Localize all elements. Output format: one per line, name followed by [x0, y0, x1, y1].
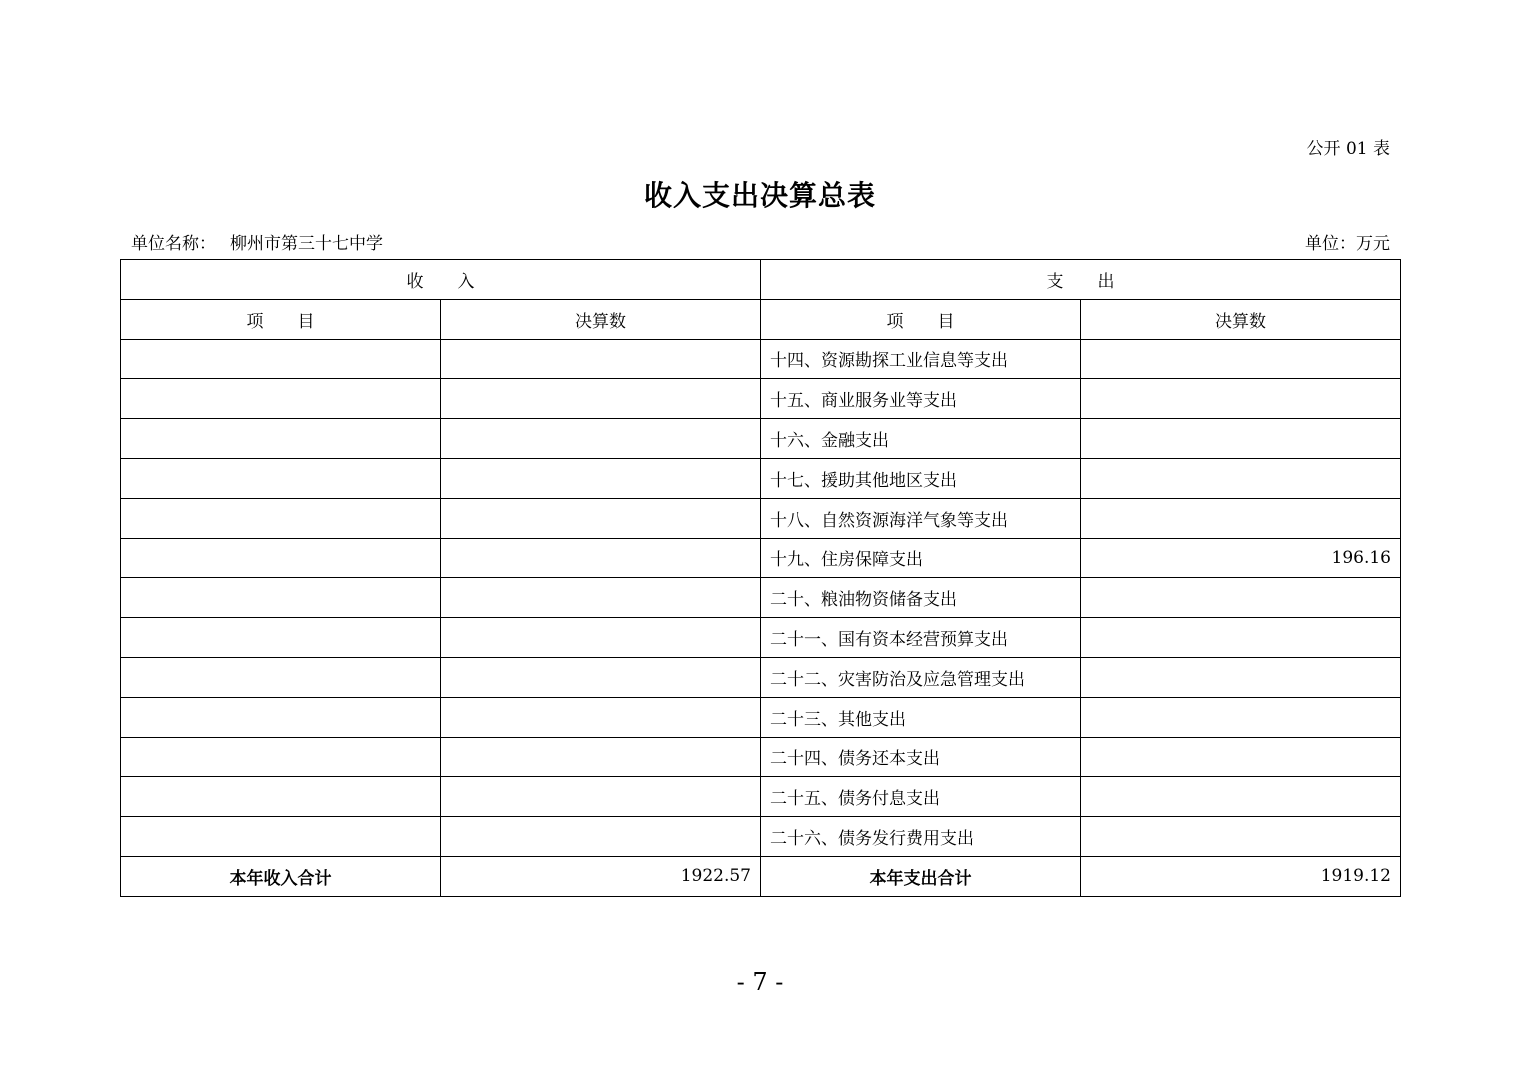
expense-item-cell: 二十六、债务发行费用支出 [761, 817, 1081, 857]
unit-name-label: 单位名称： [131, 234, 216, 254]
income-amount-cell [441, 777, 761, 817]
expense-amount-cell [1081, 379, 1401, 419]
page-number: - 7 - [736, 968, 784, 996]
income-amount-cell [441, 578, 761, 618]
expense-item-cell: 十六、金融支出 [761, 419, 1081, 459]
expense-item-cell: 二十、粮油物资储备支出 [761, 578, 1081, 618]
expense-amount-cell [1081, 419, 1401, 459]
expense-amount-cell [1081, 697, 1401, 737]
expense-amount-cell: 196.16 [1081, 538, 1401, 578]
table-row [121, 817, 1401, 857]
income-item-cell [121, 379, 441, 419]
income-item-cell [121, 538, 441, 578]
income-expense-table [120, 259, 1401, 897]
income-amount-cell [441, 498, 761, 538]
table-row [121, 697, 1401, 737]
income-amount-cell [441, 817, 761, 857]
income-amount-cell [441, 657, 761, 697]
table-row [121, 419, 1401, 459]
income-amount-cell [441, 618, 761, 658]
income-header: 收 入 [121, 260, 761, 300]
income-item-cell [121, 419, 441, 459]
income-item-cell [121, 737, 441, 777]
income-amount-cell [441, 458, 761, 498]
page-title: 收入支出决算总表 [643, 179, 876, 212]
expense-amount-cell [1081, 657, 1401, 697]
expense-item-cell: 十七、援助其他地区支出 [761, 458, 1081, 498]
expense-item-cell: 二十二、灾害防治及应急管理支出 [761, 657, 1081, 697]
table-row [121, 657, 1401, 697]
expense-amount-cell [1081, 817, 1401, 857]
expense-amount-header: 决算数 [1081, 299, 1401, 339]
income-amount-cell [441, 339, 761, 379]
table-row [121, 339, 1401, 379]
table-body [121, 260, 1401, 897]
income-amount-cell [441, 379, 761, 419]
table-row [121, 458, 1401, 498]
expense-amount-cell [1081, 339, 1401, 379]
expense-item-cell: 二十三、其他支出 [761, 697, 1081, 737]
expense-item-cell: 二十五、债务付息支出 [761, 777, 1081, 817]
form-number: 公开 01 表 [1306, 139, 1390, 159]
table-row [121, 737, 1401, 777]
expense-total-amount: 1919.12 [1081, 856, 1401, 896]
expense-item-cell: 十八、自然资源海洋气象等支出 [761, 498, 1081, 538]
table-row [121, 538, 1401, 578]
income-amount-header: 决算数 [441, 299, 761, 339]
expense-item-cell: 十五、商业服务业等支出 [761, 379, 1081, 419]
expense-amount-cell [1081, 737, 1401, 777]
expense-item-cell: 十九、住房保障支出 [761, 538, 1081, 578]
currency-unit: 单位：万元 [1305, 234, 1390, 254]
income-item-cell [121, 817, 441, 857]
table-row [121, 618, 1401, 658]
income-amount-cell [441, 538, 761, 578]
income-item-cell [121, 458, 441, 498]
income-item-cell [121, 697, 441, 737]
table-row [121, 777, 1401, 817]
income-item-cell [121, 498, 441, 538]
expense-amount-cell [1081, 777, 1401, 817]
income-item-cell [121, 339, 441, 379]
unit-name-line [131, 229, 383, 254]
expense-header: 支 出 [761, 260, 1401, 300]
income-item-cell [121, 657, 441, 697]
income-total-label: 本年收入合计 [121, 856, 441, 896]
income-item-cell [121, 578, 441, 618]
column-header-row [121, 299, 1401, 339]
income-item-header: 项 目 [121, 299, 441, 339]
total-row [121, 856, 1401, 896]
expense-item-cell: 十四、资源勘探工业信息等支出 [761, 339, 1081, 379]
expense-item-cell: 二十四、债务还本支出 [761, 737, 1081, 777]
expense-item-cell: 二十一、国有资本经营预算支出 [761, 618, 1081, 658]
income-amount-cell [441, 737, 761, 777]
table-row [121, 379, 1401, 419]
table-row [121, 578, 1401, 618]
income-item-cell [121, 777, 441, 817]
section-header-row [121, 260, 1401, 300]
expense-amount-cell [1081, 618, 1401, 658]
income-total-amount: 1922.57 [441, 856, 761, 896]
income-amount-cell [441, 419, 761, 459]
expense-amount-cell [1081, 578, 1401, 618]
unit-name-value: 柳州市第三十七中学 [230, 234, 383, 254]
expense-item-header: 项 目 [761, 299, 1081, 339]
expense-amount-cell [1081, 458, 1401, 498]
income-item-cell [121, 618, 441, 658]
expense-amount-cell [1081, 498, 1401, 538]
expense-total-label: 本年支出合计 [761, 856, 1081, 896]
income-amount-cell [441, 697, 761, 737]
table-row [121, 498, 1401, 538]
